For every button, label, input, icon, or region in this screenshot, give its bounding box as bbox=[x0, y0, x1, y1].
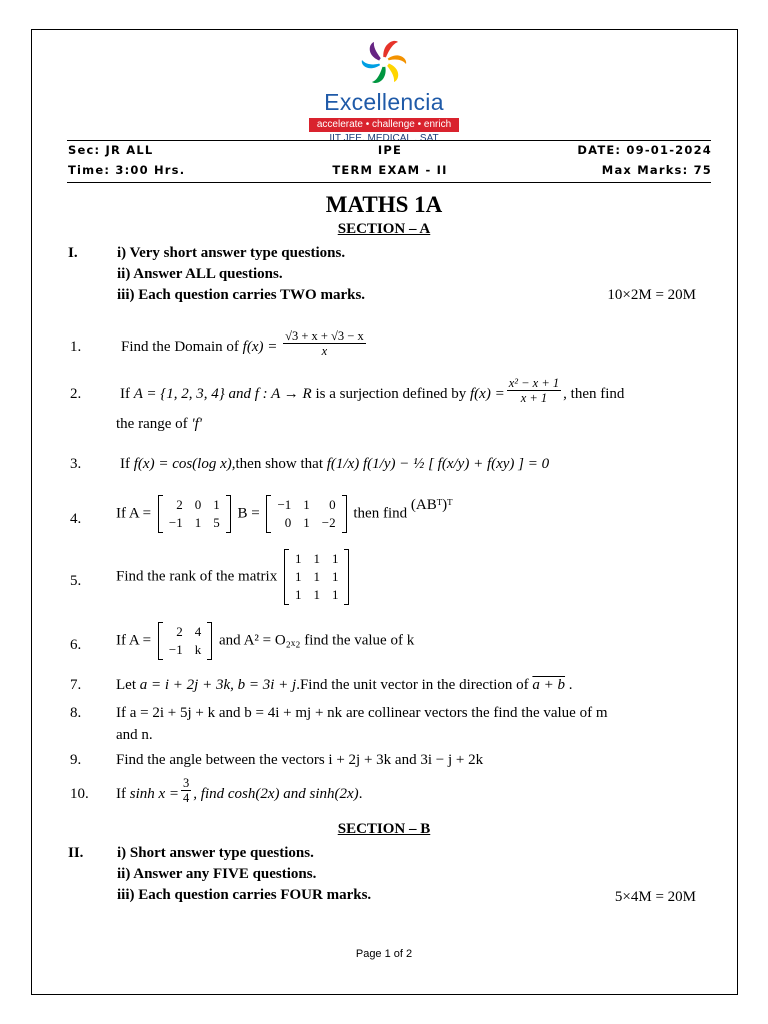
question-text: If bbox=[120, 386, 130, 402]
question-text: .Find the unit vector in the direction of bbox=[296, 677, 529, 693]
math-expr: a = 2i + 5j + k bbox=[129, 705, 216, 721]
question-text: Let bbox=[116, 677, 136, 693]
fraction-numerator: √3 + x + √3 − x bbox=[285, 329, 364, 344]
fraction-denominator: x + 1 bbox=[520, 391, 548, 406]
section-b-number: II. bbox=[68, 845, 84, 861]
matrix-row bbox=[289, 586, 345, 604]
section-b-marks: 5×4M = 20M bbox=[614, 889, 696, 905]
math-expr: (ABᵀ)ᵀ bbox=[410, 497, 453, 513]
fraction bbox=[283, 329, 366, 358]
matrix-cell: 0 bbox=[329, 497, 336, 512]
exam-time: Time: 3:00 Hrs. bbox=[68, 163, 186, 177]
math-expr: a = i + 2j + 3k, b = 3i + j bbox=[139, 677, 297, 693]
question-text: Find the rank of the matrix bbox=[116, 568, 278, 585]
matrix-cell: 1 bbox=[313, 569, 320, 584]
matrix-cell: k bbox=[194, 642, 202, 657]
subject-info: IPE bbox=[377, 143, 403, 157]
section-a-title: SECTION – A bbox=[337, 221, 431, 237]
matrix-cell: 1 bbox=[294, 569, 302, 584]
math-expr: f(1/x) f(1/y) − ½ [ f(x/y) + f(xy) ] = 0 bbox=[326, 456, 550, 472]
question-number: 6. bbox=[70, 637, 82, 653]
fraction bbox=[507, 376, 561, 405]
instruction-line: i) Very short answer type questions. bbox=[117, 245, 346, 261]
matrix-a bbox=[158, 495, 231, 533]
question-number: 3. bbox=[70, 456, 82, 472]
question-text: then find bbox=[353, 505, 408, 522]
page-title: MATHS 1A bbox=[325, 192, 443, 217]
matrix-cell: 2 bbox=[176, 497, 183, 512]
matrix-cell: 1 bbox=[331, 551, 339, 566]
math-expr: and f : A → R bbox=[228, 386, 312, 402]
question-text: Find the angle between the vectors i + 2j + 3k and 3i − j + 2k bbox=[116, 752, 484, 768]
matrix-cell: 0 bbox=[194, 497, 202, 512]
question-number: 5. bbox=[70, 573, 82, 589]
pinwheel-logo-icon bbox=[356, 34, 412, 90]
question-text: If A = bbox=[116, 632, 152, 649]
exam-name: TERM EXAM - II bbox=[332, 163, 448, 177]
matrix-cell: −1 bbox=[277, 497, 292, 512]
brand-tagline: accelerate • challenge • enrich bbox=[309, 118, 459, 132]
header-rule-top bbox=[67, 140, 711, 141]
section-b-title: SECTION – B bbox=[337, 821, 431, 837]
question-text: If bbox=[120, 456, 130, 472]
question-text: . bbox=[568, 677, 573, 693]
matrix-cell: 0 bbox=[284, 515, 292, 530]
section-info: Sec: JR ALL bbox=[68, 143, 154, 157]
question-number: 8. bbox=[70, 705, 82, 721]
matrix-cell: 1 bbox=[313, 551, 320, 566]
instruction-line: ii) Answer ALL questions. bbox=[117, 266, 283, 282]
math-expr: a + b bbox=[532, 677, 566, 693]
math-expr: f(x) = cos(log x) bbox=[133, 456, 232, 472]
question-text: are collinear vectors the find the value of m bbox=[345, 705, 608, 721]
math-expr: , find cosh(2x) and sinh(2x) bbox=[193, 786, 359, 802]
max-marks: Max Marks: 75 bbox=[601, 163, 712, 177]
question-text: If bbox=[116, 705, 126, 721]
matrix-cell: 4 bbox=[194, 624, 202, 639]
question-text: and n. bbox=[116, 727, 153, 743]
fraction-numerator: x² − x + 1 bbox=[508, 376, 560, 391]
matrix-cell: −1 bbox=[168, 642, 183, 657]
matrix-cell: 1 bbox=[294, 587, 302, 602]
math-expr: f(x) = bbox=[242, 339, 278, 355]
matrix-cell: 2 bbox=[176, 624, 183, 639]
math-expr: b = 4i + mj + nk bbox=[244, 705, 343, 721]
matrix-cell: 1 bbox=[213, 497, 220, 512]
math-expr: A = {1, 2, 3, 4} bbox=[133, 386, 225, 402]
question-number: 7. bbox=[70, 677, 82, 693]
question-text: and A² = O₂ₓ₂ find the value of k bbox=[218, 632, 415, 649]
matrix-cell: 1 bbox=[303, 497, 310, 512]
question-number: 1. bbox=[70, 339, 82, 355]
question-number: 9. bbox=[70, 752, 82, 768]
question-text: , then find bbox=[563, 386, 625, 402]
matrix-m bbox=[284, 549, 350, 605]
question-text: ,then show that bbox=[231, 456, 323, 472]
matrix-row bbox=[289, 550, 345, 568]
brand-name: Excellencia bbox=[324, 89, 444, 115]
fraction-denominator: 4 bbox=[183, 791, 190, 806]
matrix-cell: −2 bbox=[321, 515, 336, 530]
section-a-number: I. bbox=[68, 245, 78, 261]
page-number: Page 1 of 2 bbox=[355, 948, 413, 960]
question-text: . bbox=[358, 786, 363, 802]
matrix-cell: 1 bbox=[294, 551, 302, 566]
instruction-line: ii) Answer any FIVE questions. bbox=[117, 866, 317, 882]
fraction bbox=[181, 776, 191, 805]
brand-sub-tagline: IIT JEE. MEDICAL . SAT bbox=[329, 133, 439, 144]
instruction-line: iii) Each question carries FOUR marks. bbox=[117, 887, 372, 903]
matrix-cell: 1 bbox=[313, 587, 320, 602]
question-text: is a surjection defined by bbox=[315, 386, 467, 402]
instruction-line: i) Short answer type questions. bbox=[117, 845, 314, 861]
question-text: If A = bbox=[116, 505, 152, 522]
matrix-cell: 1 bbox=[331, 569, 339, 584]
question-number: 10. bbox=[70, 786, 89, 802]
question-number: 2. bbox=[70, 386, 82, 402]
header-rule-bottom bbox=[67, 182, 711, 183]
math-expr: f(x) = bbox=[470, 386, 505, 402]
instruction-line: iii) Each question carries TWO marks. bbox=[117, 287, 366, 303]
matrix-cell: −1 bbox=[168, 515, 183, 530]
matrix-cell: 5 bbox=[213, 515, 220, 530]
matrix-cell: 1 bbox=[331, 587, 339, 602]
matrix-row bbox=[271, 496, 341, 514]
logo bbox=[0, 34, 768, 145]
question-text: Find the Domain of bbox=[121, 339, 239, 355]
matrix-cell: 1 bbox=[194, 515, 202, 530]
matrix-row bbox=[163, 623, 207, 641]
section-a-marks: 10×2M = 20M bbox=[607, 287, 696, 303]
matrix-b bbox=[266, 495, 346, 533]
math-expr: sinh x = bbox=[129, 786, 180, 802]
fraction-denominator: x bbox=[321, 344, 328, 359]
matrix-a bbox=[158, 622, 212, 660]
question-text: and bbox=[218, 705, 241, 721]
fraction-numerator: 3 bbox=[183, 776, 190, 791]
matrix-row bbox=[271, 514, 341, 532]
exam-date: DATE: 09-01-2024 bbox=[577, 143, 712, 157]
matrix-row bbox=[163, 641, 207, 659]
matrix-row bbox=[163, 496, 226, 514]
question-text: If bbox=[116, 786, 126, 802]
question-number: 4. bbox=[70, 511, 82, 527]
matrix-row bbox=[163, 514, 226, 532]
math-expr: 'f' bbox=[191, 416, 202, 432]
question-text: the range of bbox=[116, 416, 188, 432]
question-text: B = bbox=[237, 505, 260, 522]
matrix-cell: 1 bbox=[303, 515, 310, 530]
matrix-row bbox=[289, 568, 345, 586]
